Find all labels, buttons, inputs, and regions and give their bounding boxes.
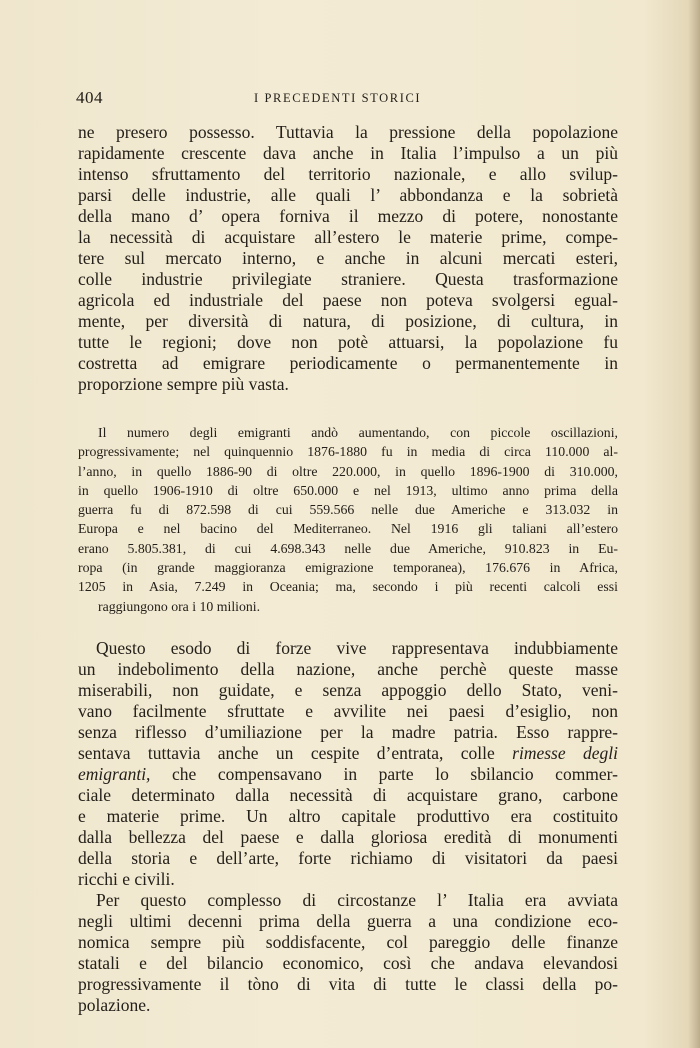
note-line: ropa (in grande maggioranza emigrazione temporanea), 176.676 in Africa, <box>78 560 618 576</box>
text-line: mente, per diversità di natura, di posizione, di cultura, in <box>78 311 618 331</box>
text-line <box>78 764 618 785</box>
text-line: colle industrie privilegiate straniere. Questa trasformazione <box>78 269 618 289</box>
text-line: Questo esodo di forze vive rappresentava indubbiamente <box>96 638 618 658</box>
paragraph-1 <box>78 122 618 395</box>
text-line: proporzione sempre più vasta. <box>78 374 289 394</box>
text-line: tutte le regioni; dove non potè attuarsi, la popolazione fu <box>78 332 618 352</box>
text-line: intenso sfruttamento del territorio nazionale, e allo svilup- <box>78 164 618 184</box>
note-line: guerra fu di 872.598 di cui 559.566 nelle due Americhe e 313.032 in <box>78 502 618 518</box>
page-edge-shadow <box>688 0 700 1048</box>
text-line: negli ultimi decenni prima della guerra a una condizione eco- <box>78 911 618 931</box>
note-line: Europa e nel bacino del Mediterraneo. Nel 1916 gli taliani all’estero <box>78 521 618 537</box>
page-number: 404 <box>76 88 103 107</box>
text-line: senza riflesso d’umiliazione per la madre patria. Esso rappre- <box>78 722 618 742</box>
text-line: e materie prime. Un altro capitale produttivo era costituito <box>78 806 618 826</box>
text-line: nomica sempre più soddisfacente, col pareggio delle finanze <box>78 932 618 952</box>
note-line: erano 5.805.381, di cui 4.698.343 nelle due Americhe, 910.823 in Eu- <box>78 540 618 556</box>
text-line: tere sul mercato interno, e anche in alcuni mercati esteri, <box>78 248 618 268</box>
note-line: in quello 1906-1910 di oltre 650.000 e nel 1913, ultimo anno prima della <box>78 482 618 498</box>
text-segment: che compensavano in parte lo sbilancio commer- <box>150 764 618 784</box>
paragraph-2 <box>78 638 618 890</box>
text-line: progressivamente il tòno di vita di tutte le classi della po- <box>78 974 618 994</box>
text-line: agricola ed industriale del paese non poteva svolgersi egual- <box>78 290 618 310</box>
text-line: dalla bellezza del paese e dalla gloriosa eredità di monumenti <box>78 827 618 847</box>
note-line: raggiungono ora i 10 milioni. <box>98 598 261 614</box>
text-line: vano facilmente sfruttate e avvilite nei paesi d’esiglio, non <box>78 701 618 721</box>
text-line: ciale determinato dalla necessità di acquistare grano, carbone <box>78 785 618 805</box>
page-header <box>76 88 624 112</box>
italic-phrase: rimesse degli <box>512 743 618 763</box>
text-line: della mano d’ opera forniva il mezzo di potere, nonostante <box>78 206 618 226</box>
text-segment: sentava tuttavia anche un cespite d’entrata, colle <box>78 743 513 763</box>
text-line: Per questo complesso di circostanze l’ Italia era avviata <box>96 890 618 910</box>
note-line: 1205 in Asia, 7.249 in Oceania; ma, secondo i più recenti calcoli essi <box>78 579 618 595</box>
note-line: progressivamente; nel quinquennio 1876-1880 fu in media di circa 110.000 al- <box>78 444 618 460</box>
paragraph-3 <box>78 890 618 1016</box>
text-line <box>78 743 618 764</box>
text-line: ricchi e civili. <box>78 869 175 889</box>
text-line: parsi delle industrie, alle quali l’ abbondanza e la sobrietà <box>78 185 618 205</box>
text-line: un indebolimento della nazione, anche perchè queste masse <box>78 659 618 679</box>
text-line: statali e del bilancio economico, così che andava elevandosi <box>78 953 618 973</box>
italic-phrase: emigranti, <box>78 764 151 784</box>
statistics-note <box>78 423 618 616</box>
text-line: la necessità di acquistare all’estero le materie prime, compe- <box>78 227 618 247</box>
note-line: l’anno, in quello 1886-90 di oltre 220.000, in quello 1896-1900 di 310.000, <box>78 463 618 479</box>
text-line: polazione. <box>78 995 151 1015</box>
running-head: I PRECEDENTI STORICI <box>254 91 422 105</box>
text-line: miserabili, non guidate, e senza appoggio dello Stato, veni- <box>78 680 618 700</box>
text-line: della storia e dell’arte, forte richiamo di visitatori da paesi <box>78 848 618 868</box>
text-line: costretta ad emigrare periodicamente o permanentemente in <box>78 353 618 373</box>
note-line: Il numero degli emigranti andò aumentando, con piccole oscillazioni, <box>98 425 618 440</box>
text-line: rapidamente crescente dava anche in Italia l’impulso a un più <box>78 143 618 163</box>
text-line: ne presero possesso. Tuttavia la pressione della popolazione <box>78 122 618 142</box>
